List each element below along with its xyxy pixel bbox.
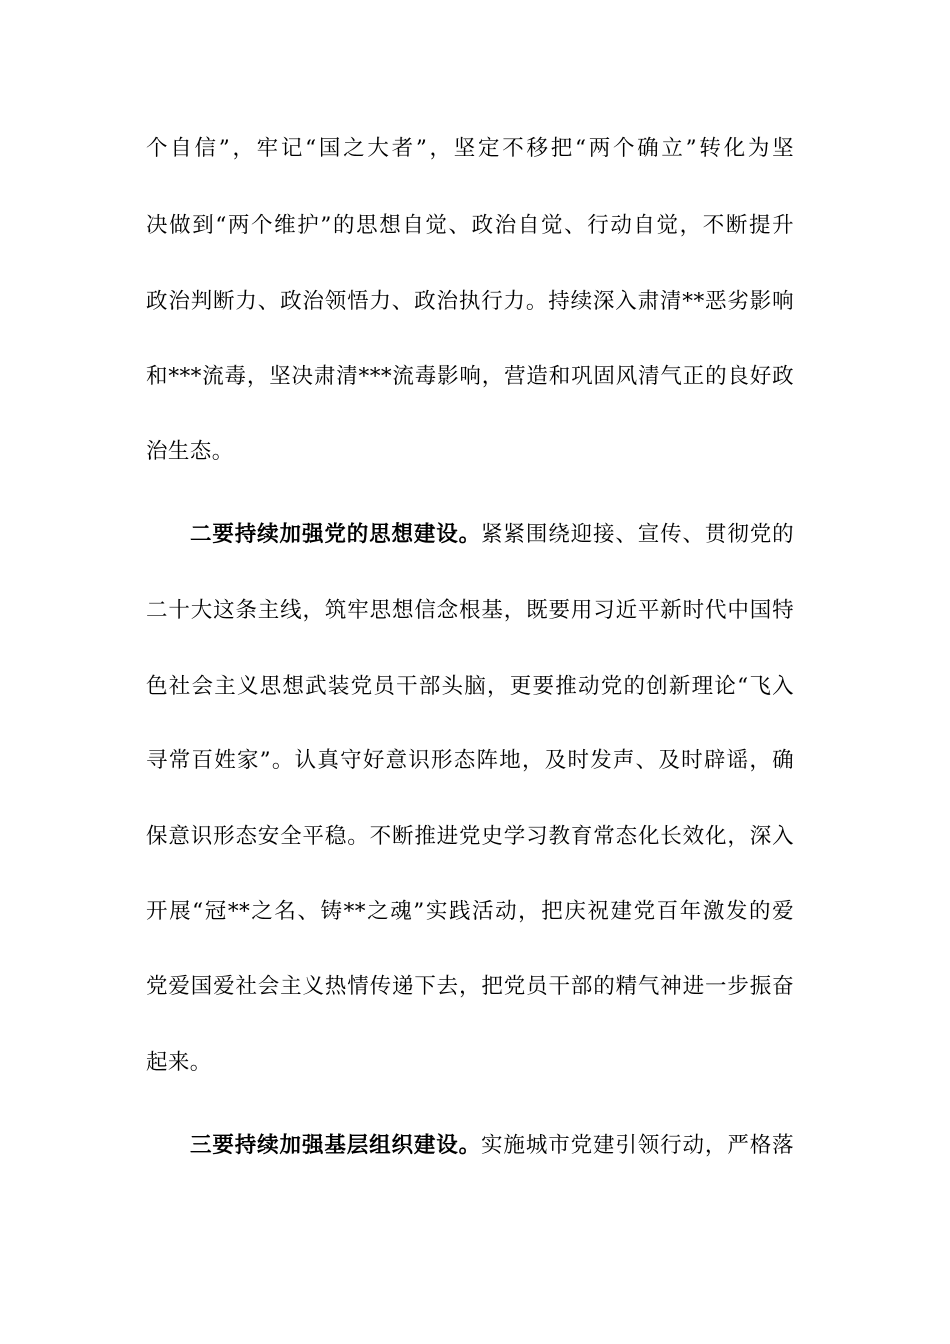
paragraph-3-heading: 三要持续加强基层组织建设。 xyxy=(190,1133,482,1158)
paragraph-2-heading: 二要持续加强党的思想建设。 xyxy=(190,522,482,547)
paragraph-3-first-line-text: 实施城市党建引领行动，严格落 xyxy=(481,1133,794,1158)
paragraph-2-line-3: 色社会主义思想武装党员干部头脑，更要推动党的创新理论“飞入 xyxy=(146,674,794,699)
paragraph-2-line-5: 保意识形态安全平稳。不断推进党史学习教育常态化长效化，深入 xyxy=(146,824,794,849)
paragraph-3-first-line xyxy=(190,1131,794,1161)
paragraph-2-line-6: 开展“冠**之名、铸**之魂”实践活动，把庆祝建党百年激发的爱 xyxy=(146,899,794,924)
paragraph-1-line-2: 决做到“两个维护”的思想自觉、政治自觉、行动自觉，不断提升 xyxy=(146,213,794,238)
paragraph-2-first-line xyxy=(190,520,794,550)
paragraph-2-first-line-text: 紧紧围绕迎接、宣传、贯彻党的 xyxy=(481,522,794,547)
paragraph-1-line-4: 和***流毒，坚决肃清***流毒影响，营造和巩固风清气正的良好政 xyxy=(146,364,794,389)
paragraph-1-line-3: 政治判断力、政治领悟力、政治执行力。持续深入肃清**恶劣影响 xyxy=(146,289,794,314)
paragraph-2-line-2: 二十大这条主线，筑牢思想信念根基，既要用习近平新时代中国特 xyxy=(146,598,794,623)
paragraph-2-line-4: 寻常百姓家”。认真守好意识形态阵地，及时发声、及时辟谣，确 xyxy=(146,748,794,773)
paragraph-1-line-1: 个自信”，牢记“国之大者”，坚定不移把“两个确立”转化为坚 xyxy=(146,136,794,161)
paragraph-2-line-7: 党爱国爱社会主义热情传递下去，把党员干部的精气神进一步振奋 xyxy=(146,974,794,999)
paragraph-1-line-5: 治生态。 xyxy=(146,439,234,464)
paragraph-2-line-8: 起来。 xyxy=(146,1050,212,1075)
